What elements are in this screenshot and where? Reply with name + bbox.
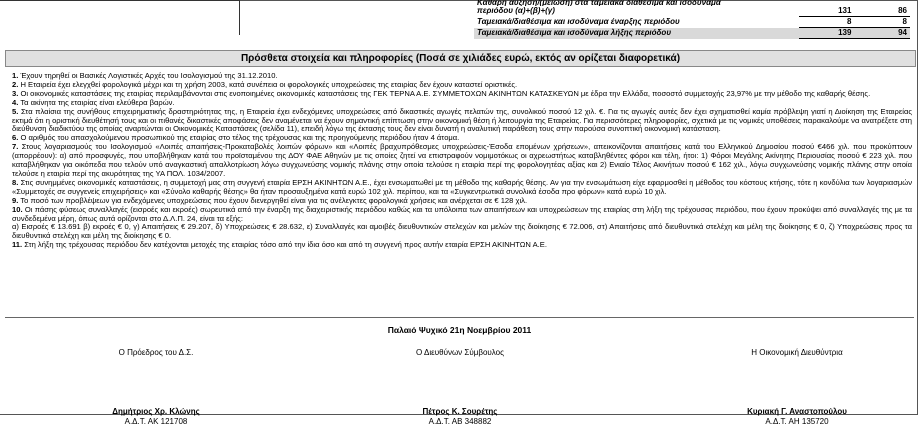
signatory-role: Ο Διευθύνων Σύμβουλος — [416, 348, 504, 357]
note-number: 10. — [12, 204, 23, 214]
note-text: α) Εισροές € 13.691 β) εκροές € 0, γ) Απαιτήσεις € 29.207, δ) Υποχρεώσεις € 28.632, ε) Συναλλαγές και αμοιβές διευθυντικών στελεχών και μελών της διοίκησης € 72.006, στ) Απαιτήσεις από διευθυντικά στελέχη και μέλη της διοίκησης € 0, ζ) Υποχρεώσεις προς τα διευθυντικά στελέχη και μέλη της διοίκησης € 0. — [12, 222, 912, 241]
place-date: Παλαιό Ψυχικό 21η Νοεμβρίου 2011 — [387, 325, 532, 335]
signatory-name: Πέτρος Κ. Σουρέτης — [422, 407, 498, 416]
note-text: Έχουν τηρηθεί οι Βασικές Λογιστικές Αρχές του Ισολογισμού της 31.12.2010. — [18, 71, 278, 80]
signatory-role: Ο Πρόεδρος του Δ.Σ. — [118, 348, 194, 357]
note-number: 11. — [12, 240, 23, 250]
signatory-id: Α.Δ.Τ. ΑΚ 121708 — [124, 417, 188, 426]
signatory-id: Α.Δ.Τ. ΑΒ 348882 — [428, 417, 492, 426]
note-number: 9. — [12, 195, 19, 205]
cash-row-value-current: 131 — [799, 6, 855, 17]
top-rule — [0, 0, 240, 1]
note-item — [12, 241, 912, 250]
note-text: Στα πλαίσια της συνήθους επιχειρηματικής δραστηριότητας της, η Εταιρεία έχει ενδεχόμενες υποχρεώσεις από δικαστικές αγωγές πελατών της, συνολικού ποσού 12 χιλ. €. Για τις αγωγές αυτές δεν έχει σχηματισθεί καμία πρόβλεψη γιατί η Διοίκηση της Εταιρείας εκτιμά ότι η οριστική διευθέτησή τους και οι πιθανές δικαστικές αποφάσεις δεν αναμένεται να έχουν σημαντική επίπτωση στην οικονομική θέση ή λειτουργία της Εταιρείας. Για περισσότερες πληροφορίες, σχετικά με τις νομικές υποθέσεις παρακαλούμε να ανατρέξετε στη διεύθυνση διαδικτύου της οποίας αναρτώνται οι Οικονομικές Καταστάσεις (σελίδα 11), επειδή λόγω της έκτασης τους δεν είναι δυνατή η αναλυτική παράθεση τους στην παρούσα συνοπτική οικονομική κατάσταση. — [12, 106, 912, 134]
cash-row — [474, 17, 910, 28]
note-number: 2. — [12, 79, 19, 89]
section-title: Πρόσθετα στοιχεία και πληροφορίες (Ποσά σε χιλιάδες ευρώ, εκτός αν ορίζεται διαφορετικά) — [5, 50, 916, 67]
section-divider — [5, 317, 914, 318]
note-number: 7. — [12, 142, 19, 152]
notes-block — [12, 72, 912, 250]
note-number: 3. — [12, 88, 19, 98]
note-item — [12, 179, 912, 197]
cash-row — [474, 6, 910, 17]
cash-flow-table — [474, 0, 910, 39]
cash-row-label: Ταμειακά/διαθέσιμα και ισοδύναμα λήξης περιόδου — [474, 28, 799, 39]
cash-row-label: Καθαρή αύξηση/(μείωση) στα ταμειακά διαθέσιμα και ισοδύναμα — [477, 0, 721, 6]
note-text: Οι πάσης φύσεως συναλλαγές (εισροές και εκροές) σωρευτικά από την έναρξη της διαχειριστικής περιόδου καθώς και τα υπόλοιπα των απαιτήσεων και υποχρεώσεων της εταιρίας στη λήξη της τρέχουσας περιόδου, που έχουν προκύψει από συναλλαγές της με τα συνδεδεμένα μέρη, όπως αυτά ορίζονται στο Δ.Λ.Π. 24, είναι τα εξής: — [12, 204, 912, 223]
note-number: 1. — [12, 71, 19, 80]
note-number: 8. — [12, 177, 19, 187]
note-text: Το ποσό των προβλέψεων για ενδεχόμενες υποχρεώσεις που έχουν διενεργηθεί είναι για τις ανέλεγκτες φορολογικά χρήσεις και ανέρχεται σε € 128 χιλ. — [18, 195, 528, 205]
note-text: Τα ακίνητα της εταιρίας είναι ελεύθερα βαρών. — [18, 97, 175, 107]
cash-row-value-previous: 86 — [854, 6, 910, 17]
note-text: Οι οικονομικές καταστάσεις της εταιρίας περιλαμβάνονται στις ενοποιημένες οικονομικές καταστάσεις της ΓΕΚ ΤΕΡΝΑ Α.Ε. ΣΥΜΜΕΤΟΧΩΝ ΑΚΙΝΗΤΩΝ ΚΑΤΑΣΚΕΥΩΝ με έδρα την Ελλάδα, ποσοστό συμμετοχής 23,97% με την μέθοδο της καθαρής θέσης. — [18, 88, 871, 98]
cash-row-value-previous: 94 — [854, 28, 910, 39]
cash-row-value-previous: 8 — [854, 17, 910, 28]
note-text: Η Εταιρεία έχει ελεγχθεί φορολογικά μέχρι και τη χρήση 2003, κατά συνέπεια οι φορολογικές υποχρεώσεις της εταιρίας δεν έχουν καταστεί οριστικές. — [18, 79, 518, 89]
note-text: Ο αριθμός του απασχολούμενου προσωπικού της εταιρίας στο τέλος της τρέχουσας και της προηγούμενης περιόδου ήταν 4 άτομα. — [18, 133, 460, 143]
note-number: 6. — [12, 133, 19, 143]
note-item — [12, 108, 912, 135]
cash-row-value-current: 139 — [799, 28, 855, 39]
note-text: Στις συνημμένες οικονομικές καταστάσεις, η συμμετοχή μας στη συγγενή εταιρία ΕΡΣΗ ΑΚΙΝΗΤΩΝ Α.Ε., έχει ενσωματωθεί με τη μέθοδο της καθαρής θέσης. Αν για την ενσωμάτωση είχε εφαρμοσθεί η μέθοδος του κόστους κτήσης, τότε η κονδύλια των λογαριασμών «Συμμετοχές σε συγγενείς επιχειρήσεις» και «Σύνολο καθαρής θέσης» θα ήταν προσαυξημένα κατά ευρώ 102 χιλ. περίπου, και τα «Συγκεντρωτικά συνολικά έσοδα προ φόρων» κατά ευρώ 10 χιλ. — [12, 177, 912, 196]
note-number: 5. — [12, 106, 19, 116]
note-text: Στους λογαριασμούς του Ισολογισμού «Λοιπές απαιτήσεις-Προκαταβολές λοιπών φόρων» και «Λοιπές βραχυπρόθεσμες υποχρεώσεις-Έσοδα επομένων χρήσεων», απεικονίζονται απαιτήσεις κατά του Ελληνικού Δημοσίου ποσού €466 χιλ. που προκύπτουν (απορρέουν): α) από προσφυγές, που υποβλήθηκαν κατά του προϊσταμένου της ΔΟΥ ΦΑΕ Αθηνών με τις οποίες ζητεί να επιστραφούν νομιμοτόκως οι αχρεωστήτως καταβληθέντες φόροι και τέλη, ήτοι: 1) Φόροι Μεγάλης Ακίνητης Περιουσίας ποσού € 223 χιλ. που καταβλήθηκαν για οικόπεδα που τελούν υπό αναγκαστική απαλλοτρίωση λόγω συγχωνεύσης νομικής πλάνης στην οποία τελούσε η εταιρία περί της φορολογητέας αξίας και 2) Ενιαίο Τέλος Ακινήτων ποσού € 162 χιλ., λόγω συγχωνεύσης νομικής πλάνης στην οποία τελούσε η εταιρία περί της ακυρότητας της ΥΑ ΠΟΛ. 1034/2007. — [12, 142, 912, 178]
signatory-id: Α.Δ.Τ. ΑΗ 135720 — [765, 417, 829, 426]
left-box-rule — [239, 0, 240, 35]
signatory-name: Δημήτριος Χρ. Κλώνης — [112, 407, 200, 416]
cash-row-value-current: 8 — [799, 17, 855, 28]
note-text: Στη λήξη της τρέχουσας περιόδου δεν κατέχονται μετοχές της εταιρίας τόσο από την ίδια όσο και από τη συγγενή προς αυτήν εταιρία ΕΡΣΗ ΑΚΙΝΗΤΩΝ Α.Ε. — [22, 240, 547, 250]
cash-row — [474, 28, 910, 39]
note-number: 4. — [12, 97, 19, 107]
cash-row-label: Ταμειακά/διαθέσιμα και ισοδύναμα έναρξης περιόδου — [477, 17, 680, 26]
signatory-role: Η Οικονομική Διευθύντρια — [751, 348, 843, 357]
note-item — [12, 143, 912, 179]
note-item — [12, 206, 912, 224]
note-item — [12, 223, 912, 241]
signatory-name: Κυριακή Γ. Αναστοπούλου — [747, 407, 847, 416]
cash-row-label: περιόδου (α)+(β)+(γ) — [477, 6, 555, 16]
